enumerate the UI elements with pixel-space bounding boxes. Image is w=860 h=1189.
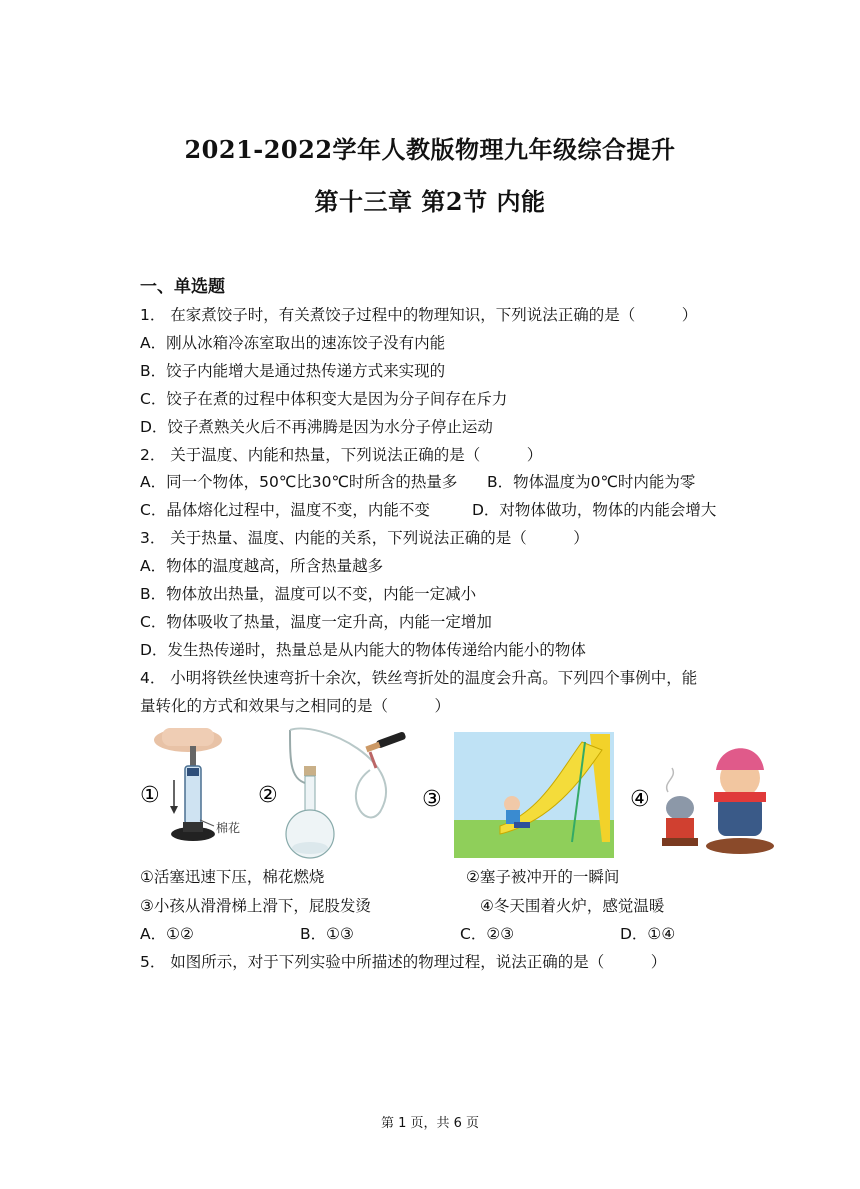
question-3-option-b: B．物体放出热量，温度可以不变，内能一定减小 bbox=[140, 585, 477, 603]
question-4-stem-line-2: 量转化的方式和效果与之相同的是（ ） bbox=[140, 697, 451, 715]
question-4-option-b: B．①③ bbox=[300, 925, 354, 943]
section-heading: 一、单选题 bbox=[140, 277, 225, 297]
question-2-option-d: D．对物体做功，物体的内能会增大 bbox=[472, 501, 717, 519]
page-title: 2021-2022学年人教版物理九年级综合提升 bbox=[184, 135, 676, 164]
question-4-desc-3: ③小孩从滑滑梯上滑下，屁股发烫 bbox=[140, 897, 371, 915]
question-4-option-a: A．①② bbox=[140, 925, 194, 943]
question-3-option-a: A．物体的温度越高，所含热量越多 bbox=[140, 557, 384, 575]
figure-4-stove-illustration bbox=[630, 748, 774, 854]
page-footer: 第 1 页，共 6 页 bbox=[380, 1116, 480, 1131]
question-1-option-c: C．饺子在煮的过程中体积变大是因为分子间存在斥力 bbox=[140, 390, 508, 408]
question-3-stem: 3． 关于热量、温度、内能的关系，下列说法正确的是（ ） bbox=[140, 529, 589, 547]
question-4-figures bbox=[140, 722, 780, 862]
figure-3-number: ③ bbox=[422, 787, 442, 812]
question-2-option-a: A．同一个物体，50℃比30℃时所含的热量多 bbox=[140, 473, 458, 491]
question-2-option-b: B．物体温度为0℃时内能为零 bbox=[487, 473, 696, 491]
question-4-desc-1: ①活塞迅速下压，棉花燃烧 bbox=[140, 868, 325, 886]
page-subtitle: 第十三章 第2节 内能 bbox=[314, 187, 546, 216]
question-1-option-a: A．刚从冰箱冷冻室取出的速冻饺子没有内能 bbox=[140, 334, 446, 352]
figure-2-flask-illustration bbox=[258, 729, 406, 858]
question-3-option-c: C．物体吸收了热量，温度一定升高，内能一定增加 bbox=[140, 613, 492, 631]
figure-1-number: ① bbox=[140, 783, 160, 808]
question-4-desc-4: ④冬天围着火炉，感觉温暖 bbox=[480, 897, 665, 915]
question-4-desc-2: ②塞子被冲开的一瞬间 bbox=[466, 868, 620, 886]
figure-4-number: ④ bbox=[630, 787, 650, 812]
question-2-option-c: C．晶体熔化过程中，温度不变，内能不变 bbox=[140, 501, 430, 519]
figure-1-piston-illustration bbox=[140, 728, 240, 841]
question-4-option-c: C．②③ bbox=[460, 925, 515, 943]
figures-illustration bbox=[140, 722, 780, 862]
question-1-option-b: B．饺子内能增大是通过热传递方式来实现的 bbox=[140, 362, 446, 380]
figure-2-number: ② bbox=[258, 783, 278, 808]
cotton-label: 棉花 bbox=[216, 821, 241, 835]
question-2-stem: 2． 关于温度、内能和热量，下列说法正确的是（ ） bbox=[140, 446, 543, 464]
question-1-option-d: D．饺子煮熟关火后不再沸腾是因为水分子停止运动 bbox=[140, 418, 493, 436]
question-3-option-d: D．发生热传递时，热量总是从内能大的物体传递给内能小的物体 bbox=[140, 641, 586, 659]
question-4-stem-line-1: 4． 小明将铁丝快速弯折十余次，铁丝弯折处的温度会升高。下列四个事例中，能 bbox=[140, 669, 698, 687]
question-4-option-d: D．①④ bbox=[620, 925, 676, 943]
question-1-stem: 1． 在家煮饺子时，有关煮饺子过程中的物理知识，下列说法正确的是（ ） bbox=[140, 306, 698, 324]
figure-3-slide-illustration bbox=[422, 732, 614, 858]
question-5-stem: 5． 如图所示，对于下列实验中所描述的物理过程，说法正确的是（ ） bbox=[140, 953, 667, 971]
